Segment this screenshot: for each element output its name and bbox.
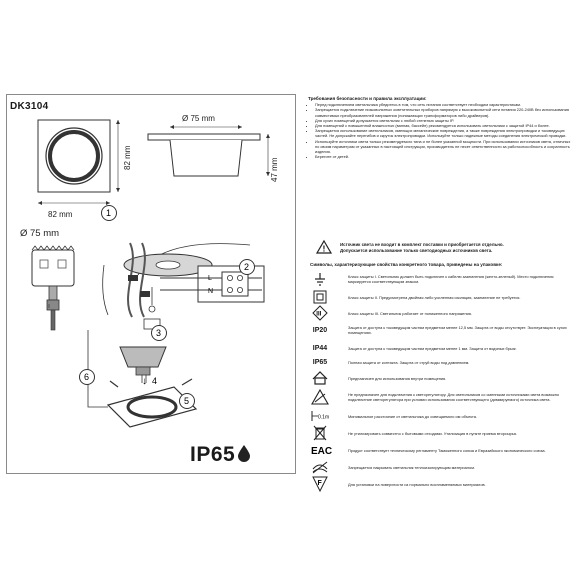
svg-text:3: 3 (156, 328, 162, 338)
step-3-marker (150, 324, 168, 342)
symbol-row-no-dimmer: Не предназначен для подключения к светорегулятору. Для светильников со сменными источниками света возможно подключение светорегулятора при условии использования соответствующего (диммируемого) источника света. (310, 386, 575, 408)
svg-text:Ø 75 mm: Ø 75 mm (20, 228, 60, 239)
svg-text:↓: ↓ (142, 376, 147, 387)
step-6-marker (78, 368, 96, 386)
symbol-row-class1: Класс защиты I. Светильник должен быть подключен к кабелю заземления (желто-зеленый). Место подключения маркируется соответствующим знаком. (310, 270, 575, 288)
class3-icon (312, 305, 328, 321)
safety-section (308, 96, 574, 159)
symbol-row-no-cover: Запрещается накрывать светильник теплоизолирующим материалом. (310, 458, 575, 476)
f-mark-icon (312, 476, 328, 492)
double-insulation-icon (313, 290, 327, 304)
symbol-row-ip65: IP65 Полная защита от контакта. Защита от струй воды под давлением. (312, 358, 470, 366)
symbol-row-ip20: IP20 Защита от доступа к токоведущим частям предметом менее 12,5 мм. Защита от воды отсутствует. Эксплуатация в сухих помещениях. (312, 325, 567, 335)
ip65-badge: IP65 (190, 443, 247, 467)
step-2-marker (238, 258, 256, 276)
house-icon (312, 371, 328, 385)
safety-list (308, 102, 574, 159)
symbols-title: Символы, характеризующие свойства конкретного товара, приведены на упаковке: (310, 262, 503, 267)
svg-text:!: ! (322, 244, 326, 254)
lamp-warning: Источник света не входит в комплект поставки и приобретается отдельно. Допускается использование только светодиодных источников света. (340, 242, 504, 253)
safety-item: • Перед подключением светильника убедитесь в том, что сеть питания соответствует необходим характеристикам. (315, 102, 574, 107)
svg-text:2: 2 (244, 262, 250, 272)
cutout-label (18, 226, 88, 240)
diameter-label (180, 112, 230, 124)
svg-text:4: 4 (152, 376, 158, 386)
step-5-marker (178, 392, 196, 410)
water-drop-icon (238, 444, 250, 462)
safety-item: • Берегите от детей. (315, 154, 574, 159)
crossed-bin-icon (313, 425, 327, 441)
symbol-row-flammable-surface: F Для установки на поверхности из нормально воспламеняемых материалов. (310, 475, 575, 493)
safety-item: • Используйте источники света только рекомендуемого типа и не более указанной мощности. При использовании источников света, отличных по своим параметрам от указанных в настоящей инструкции, производитель не несет ответственности за работоспособность и сохранность изделия. (315, 139, 574, 155)
no-cover-icon (311, 460, 329, 474)
min-distance-icon (310, 409, 330, 423)
symbol-row-class2: Класс защиты II. Предусмотрена двойная либо усиленная изоляция, заземление не требуется. (310, 288, 575, 306)
svg-text:F: F (317, 480, 322, 487)
symbol-row-ip44: IP44 Защита от доступа к токоведущим частям предметом менее 1 мм. Защита от водяных брызг. (312, 344, 517, 352)
hole-saw-drawing (20, 238, 90, 348)
safety-item: • Для помещений с повышенной влажностью (ванная, бассейн) рекомендуется использовать светильники с защитой IP44 и более. (315, 123, 574, 128)
svg-text:Ø 75 mm: Ø 75 mm (182, 114, 215, 123)
step-4-marker (142, 372, 164, 390)
symbol-row-disposal: Не утилизировать совместно с бытовыми отходами. Утилизация в пункте приема вторсырья. (310, 424, 575, 442)
depth-label (268, 146, 280, 186)
height-label (121, 134, 133, 174)
symbol-row-class3: III Класс защиты III. Светильник работает от пониженного напряжения. (310, 304, 575, 322)
svg-text:III: III (316, 311, 322, 318)
svg-text:82 mm: 82 mm (123, 145, 132, 170)
svg-text:0.1m: 0.1m (318, 414, 330, 421)
svg-text:N: N (208, 288, 214, 295)
svg-text:L: L (208, 275, 212, 282)
svg-text:1: 1 (106, 208, 112, 218)
svg-text:EAC: EAC (311, 446, 333, 457)
warning-icon (316, 240, 332, 254)
side-view-drawing (140, 120, 280, 200)
eac-icon (311, 443, 333, 457)
safety-item: • Запрещается подключение низковольтных осветительных приборов напрямую к высоковольтной сети питания 220-240В без использования совместимых преобразователей напряжения (понижающих трансформаторов либо драйверов). (315, 107, 574, 117)
safety-title: Требования безопасности и правила эксплуатации: (308, 96, 427, 101)
symbol-row-min-distance: 0.1m Минимальное расстояние от светильника до освещаемого им объекта. (310, 407, 575, 425)
safety-item: • Для сухих помещений допускается светильник с любой степенью защиты IP. (315, 118, 574, 123)
symbol-row-indoor: Предназначен для использования внутри помещения. (310, 369, 575, 387)
svg-text:82 mm: 82 mm (48, 210, 73, 219)
svg-text:6: 6 (84, 372, 90, 382)
svg-text:47 mm: 47 mm (270, 157, 279, 182)
ground-icon (313, 272, 327, 286)
width-label (46, 208, 86, 220)
step-1-marker (100, 204, 118, 222)
no-dimmer-icon (311, 389, 329, 405)
svg-text:5: 5 (184, 396, 190, 406)
safety-item: • Запрещается использование светильников, имеющих механические повреждения, а также повреждения электропроводки и токоведущих частей. Не допускайте перегибов и скруток электропроводки. Используйте только надежные методы соединения электрической проводки. (315, 128, 574, 138)
model-number: DK3104 (10, 101, 49, 112)
symbol-row-eac: EAC Продукт соответствует техническому регламенту Таможенного союза и Евразийского экономического союза. (310, 441, 575, 459)
